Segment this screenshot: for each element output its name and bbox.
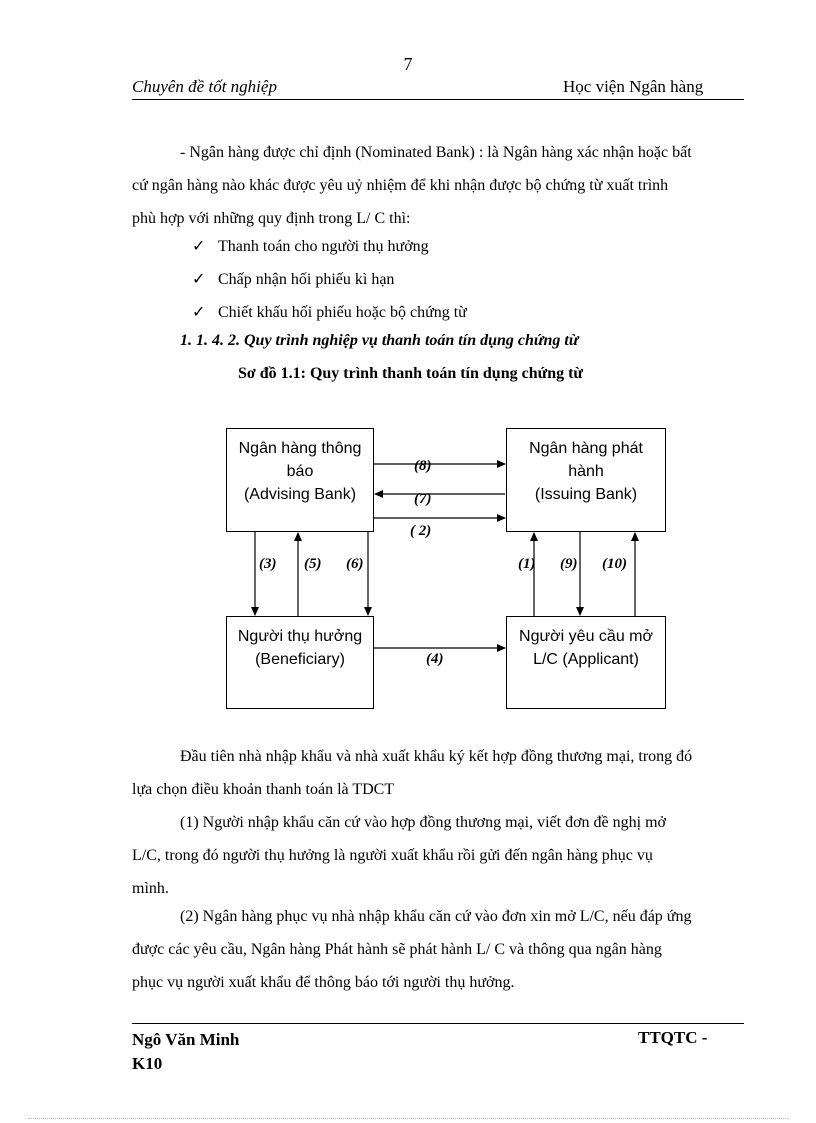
paragraph-line: (1) Người nhập khẩu căn cứ vào hợp đồng thương mại, viết đơn đề nghị mở	[180, 814, 667, 831]
intro-line: cứ ngân hàng nào khác được yêu uỷ nhiệm để khi nhận được bộ chứng từ xuất trình	[132, 177, 669, 194]
intro-line: phù hợp với những quy định trong L/ C thì:	[132, 210, 411, 227]
box-line: báo	[286, 463, 314, 480]
paragraph-line: Đầu tiên nhà nhập khẩu và nhà xuất khẩu ký kết hợp đồng thương mại, trong đó	[180, 748, 693, 765]
footer-right: TTQTC -	[638, 1028, 708, 1047]
box-line: (Beneficiary)	[255, 651, 345, 668]
bullet-text: Chiết khấu hối phiếu hoặc bộ chứng từ	[218, 304, 467, 321]
bullet-text: Chấp nhận hối phiếu kì hạn	[218, 271, 395, 288]
footer-author-block	[132, 1028, 239, 1076]
paragraph-intro	[132, 740, 744, 806]
box-line: Ngân hàng phát	[529, 440, 643, 457]
paragraph-line: được các yêu cầu, Ngân hàng Phát hành sẽ phát hành L/ C và thông qua ngân hàng	[132, 941, 662, 958]
box-line: (Issuing Bank)	[534, 486, 638, 503]
paragraph-line: (2) Ngân hàng phục vụ nhà nhập khẩu căn cứ vào đơn xin mở L/C, nếu đáp ứng	[180, 908, 692, 925]
label-5: (5)	[304, 556, 322, 572]
box-line: Người yêu cầu mở	[519, 628, 653, 645]
paragraph-step-1	[132, 806, 744, 905]
check-mark-icon: ✓	[192, 304, 206, 321]
box-line: Người thụ hưởng	[237, 628, 363, 645]
paragraph-line: lựa chọn điều khoản thanh toán là TDCT	[132, 781, 395, 798]
footer-author: Ngô Văn Minh	[132, 1030, 240, 1049]
footer-class: K10	[132, 1054, 163, 1073]
label-6: (6)	[346, 556, 364, 572]
header-right: Học viện Ngân hàng	[563, 77, 704, 96]
box-line: (Advising Bank)	[243, 486, 357, 503]
label-2: ( 2)	[410, 523, 432, 539]
box-line: Ngân hàng thông	[238, 440, 362, 457]
page-number: 7	[403, 54, 413, 74]
box-line: L/C (Applicant)	[533, 651, 639, 668]
label-4: (4)	[426, 651, 444, 667]
bullet-text: Thanh toán cho người thụ hưởng	[218, 238, 429, 255]
label-9: (9)	[560, 556, 578, 572]
check-mark-icon: ✓	[192, 238, 206, 255]
label-10: (10)	[602, 556, 627, 572]
section-heading: 1. 1. 4. 2. Quy trình nghiệp vụ thanh toán tín dụng chứng từ	[180, 332, 579, 349]
check-mark-icon: ✓	[192, 271, 206, 288]
box-line: hành	[568, 463, 604, 480]
label-8: (8)	[414, 458, 432, 474]
paragraph-line: phục vụ người xuất khẩu để thông báo tới người thụ hưởng.	[132, 974, 515, 991]
paragraph-step-2	[132, 900, 744, 999]
intro-line: - Ngân hàng được chỉ định (Nominated Bank) : là Ngân hàng xác nhận hoặc bất	[180, 144, 692, 161]
paragraph-line: L/C, trong đó người thụ hưởng là người xuất khẩu rồi gửi đến ngân hàng phục vụ	[132, 847, 653, 864]
paragraph-line: mình.	[132, 880, 169, 897]
diagram-caption: Sơ đồ 1.1: Quy trình thanh toán tín dụng chứng từ	[237, 365, 584, 382]
footer-rule	[132, 1023, 744, 1024]
label-3: (3)	[259, 556, 277, 572]
label-7: (7)	[414, 491, 432, 507]
page-bottom-dotted-line	[28, 1118, 788, 1119]
label-1: (1)	[518, 556, 536, 572]
header-left: Chuyên đề tốt nghiệp	[132, 77, 277, 96]
